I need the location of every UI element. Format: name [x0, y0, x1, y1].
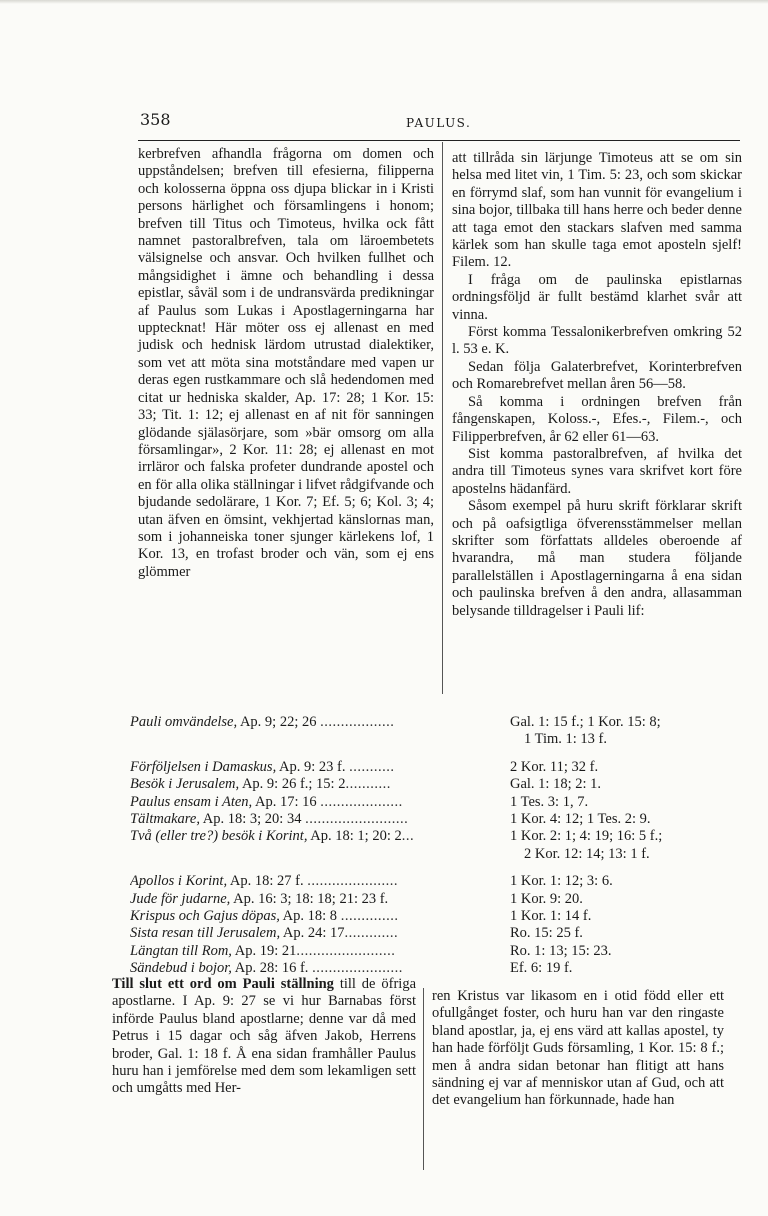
epistle-reference: Ef. 6: 19 f.: [510, 960, 573, 977]
event-title: Två (eller tre?) besök i Korint,: [130, 828, 308, 845]
acts-reference: Ap. 28: 16 f.: [231, 960, 313, 977]
paragraph: kerbrefven afhandla frågorna om domen och uppståndelsen; brefven till efesierna, filipperna och kolosserna öppna oss djupa blickar in i Kristi persons härlighet och församlingens i honom; brefven till Titus och Timoteus, hvilka ock fått namnet pastoralbrefven, tala om läroembetets välsignelse och ansvar. Och hvilken fullhet och mångsidighet i ämne och behandling i dessa epistlar, såväl som i de undransvärda predikningar af Paulus som Lukas i Apostlagerningarna har upptecknat! Här möter oss ej allenast en med judisk och hednisk lärdom utrustad dialektiker, som vet att möta sina motståndare med vapen ur deras egen rustkammare och slå hedendomen med citat ur hedniska skalder, Ap. 17: 28; 1 Kor. 15: 33; Tit. 1: 12; ej allenast en af nit för sanningen glödande själasörjare, som »bär omsorg om alla församlingar», 2 Kor. 11: 28; ej allenast en mot irrläror och falska profeter dundrande apostel och en för alla olika ställningar i lifvet rådgifvande och bjudande sedolärare, 1 Kor. 7; Ef. 5; 6; Kol. 3; 4; utan äfven en ömsint, vekhjertad känslornas man, som i johanneiska toner sjunger kärlekens lof, 1 Kor. 13, en trofast broder och vän, som ej ens glömmer: [138, 146, 434, 580]
leader-dots: ......................: [312, 960, 403, 977]
acts-reference: Ap. 16: 3; 18: 18; 21: 23 f.: [230, 890, 389, 907]
event-cell: [130, 908, 510, 925]
left-column-bottom: [112, 976, 416, 1098]
leader-dots: ..............: [340, 908, 399, 925]
paragraph: att tillråda sin lärjunge Timoteus att se om sin helsa med litet vin, 1 Tim. 5: 23, och som skickar en förrymd slaf, som han vunnit för evangelium i sina bojor, tillbaka till hans herre och beder denne att taga emot den stackars slafven med samma kärlek som han skulle taga emot aposteln sjelf! Filem. 12.: [452, 150, 742, 271]
table-row: [130, 714, 746, 731]
paragraph: Sist komma pastoralbrefven, af hvilka det andra till Timoteus synes vara skrifvet kort före apostelns hädanfärd.: [452, 445, 742, 497]
paragraph: Såsom exempel på huru skrift förklarar skrift och på oafsigtliga öfverensstämmelser mellan skrifter som författats alldeles oberoende af hvarandra, må man studera följande parallelställen i Apostlagerningarna å ena sidan och paulinska brefven å den andra, allasamman belysande tilldragelser i Pauli lif:: [452, 498, 742, 619]
parallel-passages-table: [130, 714, 746, 978]
acts-reference: Ap. 18: 8: [279, 908, 341, 925]
table-row: [130, 731, 746, 748]
event-cell: [130, 714, 510, 731]
paragraph-lead: Till slut ett ord om Pauli ställning: [112, 976, 334, 992]
table-row: [130, 846, 746, 863]
table-row: [130, 794, 746, 811]
event-title: Jude för judarne,: [130, 890, 231, 907]
event-cell: [130, 891, 510, 908]
leader-dots: .............: [344, 925, 399, 942]
acts-reference: Ap. 18: 27 f.: [227, 873, 308, 890]
paragraph: Sedan följa Galaterbrefvet, Korinterbrefven och Romarebrefvet mellan åren 56—58.: [452, 358, 742, 393]
event-cell: [130, 925, 510, 942]
paragraph-rest: till de öfriga apostlarne. I Ap. 9: 27 se vi hur Barnabas först införde Paulus bland apostlarne; denne var då med Petrus i 15 dagar och såg äfven Jakob, Herrens broder, Gal. 1: 18 f. Å ena sidan framhåller Paulus huru han i jemförelse med dem som lekamligen sett och umgåtts med Her-: [112, 976, 416, 1097]
event-cell: [130, 811, 510, 828]
epistle-reference: 2 Kor. 12: 14; 13: 1 f.: [524, 845, 650, 862]
table-row: [130, 908, 746, 925]
paragraph: I fråga om de paulinska epistlarnas ordningsföljd är fullt bestämd klarhet svår att vinna.: [452, 271, 742, 323]
table-row: [130, 759, 746, 776]
running-head: PAULUS.: [406, 116, 472, 130]
acts-reference: Ap. 9: 26 f.; 15: 2: [239, 776, 346, 793]
acts-reference: Ap. 18: 1; 20: 2: [307, 828, 402, 845]
event-cell: [130, 943, 510, 960]
table-row: [130, 873, 746, 890]
event-title: Besök i Jerusalem,: [130, 776, 240, 793]
header-rule: [138, 140, 740, 141]
leader-dots: ..................: [320, 714, 395, 730]
leader-dots: ........................: [296, 942, 396, 959]
leader-dots: ...........: [345, 776, 391, 793]
leader-dots: ...: [401, 828, 415, 845]
epistle-reference: 1 Kor. 1: 12; 3: 6.: [510, 873, 613, 890]
acts-reference: Ap. 18: 3; 20: 34: [199, 811, 306, 828]
acts-reference: Ap. 9; 22; 26: [237, 714, 321, 730]
paragraph: Så komma i ordningen brefven från fångenskapen, Koloss.-, Efes.-, Filem.-, och Filipperbrefven, år 62 eller 61—63.: [452, 393, 742, 445]
epistle-reference: Gal. 1: 15 f.; 1 Kor. 15: 8;: [510, 714, 661, 730]
table-row: [130, 943, 746, 960]
right-column-top: [452, 150, 742, 620]
acts-reference: Ap. 9: 23 f.: [276, 758, 350, 775]
event-cell: [130, 776, 510, 793]
epistle-reference: Gal. 1: 18; 2: 1.: [510, 776, 602, 793]
scan-edge: [0, 0, 768, 4]
page-number: 358: [140, 110, 171, 129]
event-cell: [130, 794, 510, 811]
acts-reference: Ap. 24: 17: [280, 925, 345, 942]
acts-reference: Ap. 17: 16: [252, 793, 321, 810]
epistle-reference: 1 Kor. 9: 20.: [510, 890, 583, 907]
leader-dots: ......................: [307, 873, 398, 890]
column-divider: [442, 142, 443, 694]
event-title: Sista resan till Jerusalem,: [130, 925, 281, 942]
paragraph: ren Kristus var likasom en i otid född eller ett ofullgånget foster, och huru han var den ringaste bland apostlar, ja, ej ens värd att kallas apostel, ty han hade förföljt Guds församling, 1 Kor. 15: 8 f.; men å andra sidan betonar han flitigt att hans sändning ej var af menniskor utan af Gud, och att det evangelium han förkunnade, hade han: [432, 988, 724, 1109]
table-row: [130, 828, 746, 845]
event-title: Förföljelsen i Damaskus,: [130, 758, 277, 775]
event-cell: [130, 828, 510, 845]
left-column-top: [138, 146, 434, 581]
epistle-reference: 2 Kor. 11; 32 f.: [510, 758, 599, 775]
epistle-reference: 1 Tim. 1: 13 f.: [524, 731, 607, 748]
event-title: Tältmakare,: [130, 811, 200, 828]
table-row: [130, 811, 746, 828]
epistle-reference: 1 Kor. 1: 14 f.: [510, 908, 592, 925]
event-title: Apollos i Korint,: [130, 873, 228, 890]
event-title: Sändebud i bojor,: [130, 960, 232, 977]
epistle-reference: Ro. 15: 25 f.: [510, 925, 583, 942]
event-cell: [130, 759, 510, 776]
event-title: Krispus och Gajus döpas,: [130, 908, 280, 925]
epistle-reference: Ro. 1: 13; 15: 23.: [510, 942, 612, 959]
event-title: Paulus ensam i Aten,: [130, 793, 253, 810]
leader-dots: ....................: [320, 793, 403, 810]
table-row: [130, 891, 746, 908]
event-title: Pauli omvändelse,: [130, 714, 238, 730]
paragraph: Först komma Tessalonikerbrefven omkring 52 l. 53 e. K.: [452, 324, 742, 358]
epistle-reference: 1 Tes. 3: 1, 7.: [510, 793, 589, 810]
event-cell: [130, 873, 510, 890]
table-row: [130, 776, 746, 793]
leader-dots: .........................: [305, 811, 409, 828]
acts-reference: Ap. 19: 21: [231, 942, 297, 959]
right-column-bottom: [432, 988, 724, 1110]
event-title: Längtan till Rom,: [130, 942, 232, 959]
column-divider: [423, 988, 424, 1170]
paragraph: [112, 976, 416, 1098]
table-row: [130, 925, 746, 942]
epistle-reference: 1 Kor. 2: 1; 4: 19; 16: 5 f.;: [510, 828, 663, 845]
leader-dots: ...........: [349, 758, 395, 775]
epistle-reference: 1 Kor. 4: 12; 1 Tes. 2: 9.: [510, 811, 651, 828]
